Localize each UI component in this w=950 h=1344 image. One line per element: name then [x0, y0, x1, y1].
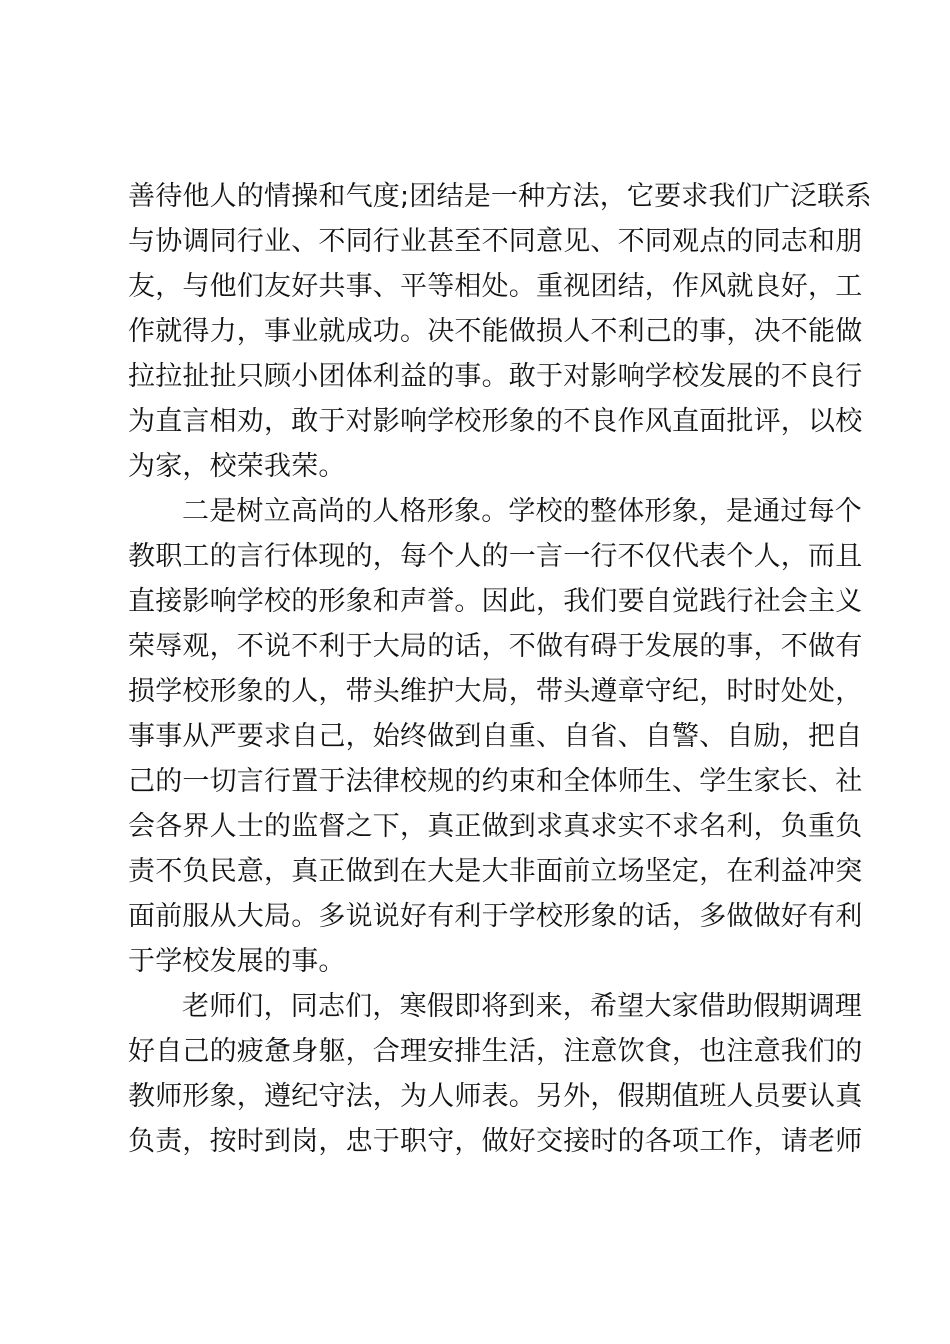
text-line: 为家，校荣我荣。 [128, 451, 346, 482]
text-line: 面前服从大局。多说说好有利于学校形象的话，多做做好有利 [128, 901, 863, 932]
text-line: 于学校发展的事。 [128, 946, 346, 977]
text-line: 好自己的疲惫身躯，合理安排生活，注意饮食，也注意我们的 [128, 1036, 863, 1067]
text-line: 直接影响学校的形象和声誉。因此，我们要自觉践行社会主义 [128, 586, 863, 617]
paragraph-first-line: 老师们，同志们，寒假即将到来，希望大家借助假期调理 [182, 991, 862, 1022]
text-line: 与协调同行业、不同行业甚至不同意见、不同观点的同志和朋 [128, 226, 863, 257]
text-line: 事事从严要求自己，始终做到自重、自省、自警、自励，把自 [128, 721, 863, 752]
text-line: 教职工的言行体现的，每个人的一言一行不仅代表个人，而且 [128, 541, 863, 572]
text-line: 友，与他们友好共事、平等相处。重视团结，作风就良好，工 [128, 271, 863, 302]
text-line: 损学校形象的人，带头维护大局，带头遵章守纪，时时处处， [128, 676, 863, 707]
text-line: 善待他人的情操和气度;团结是一种方法，它要求我们广泛联系 [128, 181, 872, 212]
text-line: 会各界人士的监督之下，真正做到求真求实不求名利，负重负 [128, 811, 863, 842]
paragraph-first-line: 二是树立高尚的人格形象。学校的整体形象，是通过每个 [182, 496, 862, 527]
text-line: 负责，按时到岗，忠于职守，做好交接时的各项工作，请老师 [128, 1126, 863, 1157]
text-line: 荣辱观，不说不利于大局的话，不做有碍于发展的事，不做有 [128, 631, 863, 662]
text-line: 教师形象，遵纪守法，为人师表。另外，假期值班人员要认真 [128, 1081, 863, 1112]
body-text [128, 174, 872, 1164]
text-line: 作就得力，事业就成功。决不能做损人不利己的事，决不能做 [128, 316, 863, 347]
text-line: 己的一切言行置于法律校规的约束和全体师生、学生家长、社 [128, 766, 863, 797]
text-line: 拉拉扯扯只顾小团体利益的事。敢于对影响学校发展的不良行 [128, 361, 863, 392]
text-line: 责不负民意，真正做到在大是大非面前立场坚定，在利益冲突 [128, 856, 863, 887]
text-line: 为直言相劝，敢于对影响学校形象的不良作风直面批评，以校 [128, 406, 863, 437]
